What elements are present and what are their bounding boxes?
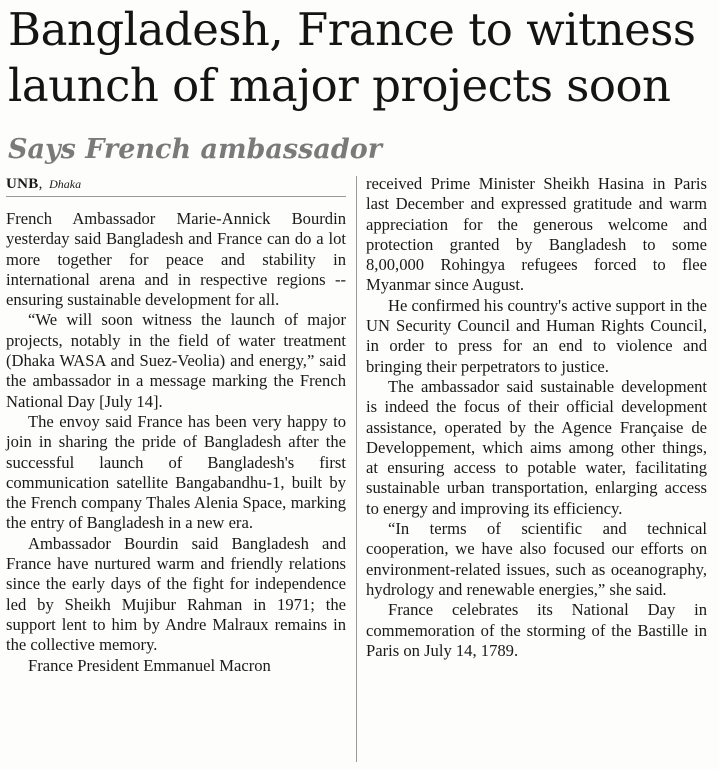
byline: UNB, Dhaka [6,174,346,197]
headline-line-2: launch of major projects soon [8,59,671,112]
byline-place: Dhaka [49,177,82,191]
paragraph: The envoy said France has been very happy to join in sharing the pride of Bangladesh after the successful launch of Bangladesh's first communication satellite Bangabandhu-1, built by the French company Thales Alenia Space, marking the entry of Bangladesh in a new era. [6,411,346,533]
paragraph: The ambassador said sustainable development is indeed the focus of their official development assistance, operated by the Agence Française de Developpement, which aims among other things, at ensuring access to potable water, facilitating sustainable urban transportation, enlarging access to energy and improving its efficiency. [366,376,707,518]
headline-line-1: Bangladesh, France to witness [8,3,696,56]
subheadline: Says French ambassador [8,134,382,165]
paragraph: received Prime Minister Sheikh Hasina in Paris last December and expressed gratitude and warm appreciation for the generous welcome and protection granted by Bangladesh to some 8,00,000 Rohingya refugees forced to flee Myanmar since August. [366,174,707,295]
paragraph: He confirmed his country's active support in the UN Security Council and Human Rights Council, in order to press for an end to violence and bringing their perpetrators to justice. [366,295,707,376]
right-column [366,174,707,661]
paragraph: France celebrates its National Day in commemoration of the storming of the Bastille in Paris on July 14, 1789. [366,600,707,660]
paragraph: Ambassador Bourdin said Bangladesh and France have nurtured warm and friendly relations since the early days of the fight for independence led by Sheikh Mujibur Rahman in 1971; the support lent to him by Andre Malraux remains in the collective memory. [6,533,346,655]
paragraph: “We will soon witness the launch of major projects, notably in the field of water treatment (Dhaka WASA and Suez-Veolia) and energy,” said the ambassador in a message marking the French National Day [July 14]. [6,310,346,411]
byline-agency: UNB [6,176,39,192]
column-divider [356,176,357,762]
headline [8,2,713,114]
left-column [6,174,346,676]
paragraph: “In terms of scientific and technical cooperation, we have also focused our efforts on environment-related issues, such as oceanography, hydrology and renewable energies,” she said. [366,519,707,599]
paragraph: France President Emmanuel Macron [28,655,271,675]
paragraph: French Ambassador Marie-Annick Bourdin yesterday said Bangladesh and France can do a lot more together for peace and stability in international arena and in respective regions -- ensuring sustainable development for all. [6,209,346,310]
